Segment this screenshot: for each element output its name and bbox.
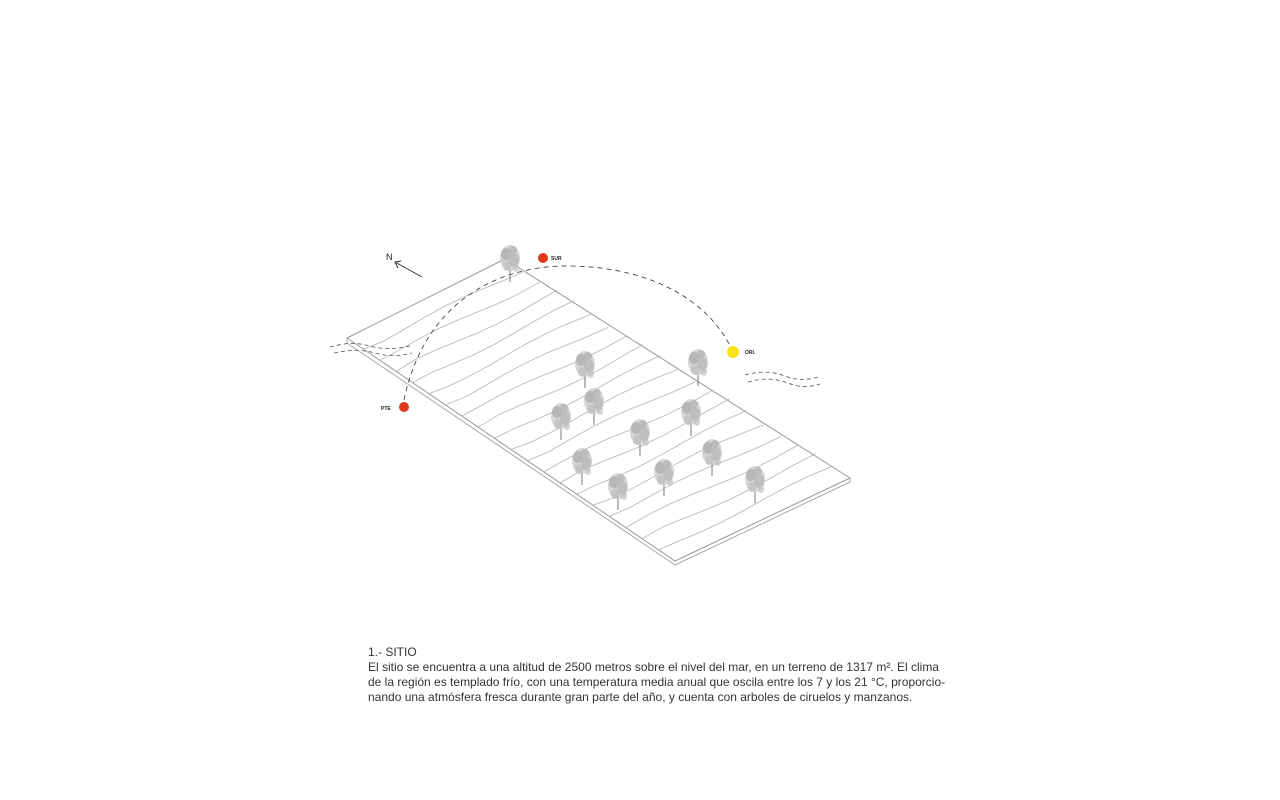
sun-marker-sur bbox=[538, 253, 562, 263]
caption-body: El sitio se encuentra a una altitud de 2500 metros sobre el nivel del mar, en un terreno de 1317 m². El clima de la región es templado frío, con una temperatura media anual que oscila entre los 7 y los 21 °C, proporcio- nando una atmósfera fresca durante gran parte del año, y cuenta con arboles de ciruelos y manzanos. bbox=[368, 660, 946, 704]
wind-lines-right bbox=[745, 372, 820, 386]
north-label: N bbox=[386, 252, 393, 262]
sun-marker-pte bbox=[381, 402, 409, 412]
sun-label-ori: ORI. bbox=[745, 350, 756, 356]
sun-marker-ori bbox=[727, 346, 756, 358]
sun-icon bbox=[399, 402, 409, 412]
caption bbox=[368, 645, 968, 705]
north-arrow-icon bbox=[386, 252, 422, 277]
sun-label-pte: PTE bbox=[381, 406, 391, 412]
sun-icon bbox=[727, 346, 739, 358]
sun-icon bbox=[538, 253, 548, 263]
sun-label-sur: SUR bbox=[551, 256, 562, 262]
caption-title: 1.- SITIO bbox=[368, 645, 417, 659]
